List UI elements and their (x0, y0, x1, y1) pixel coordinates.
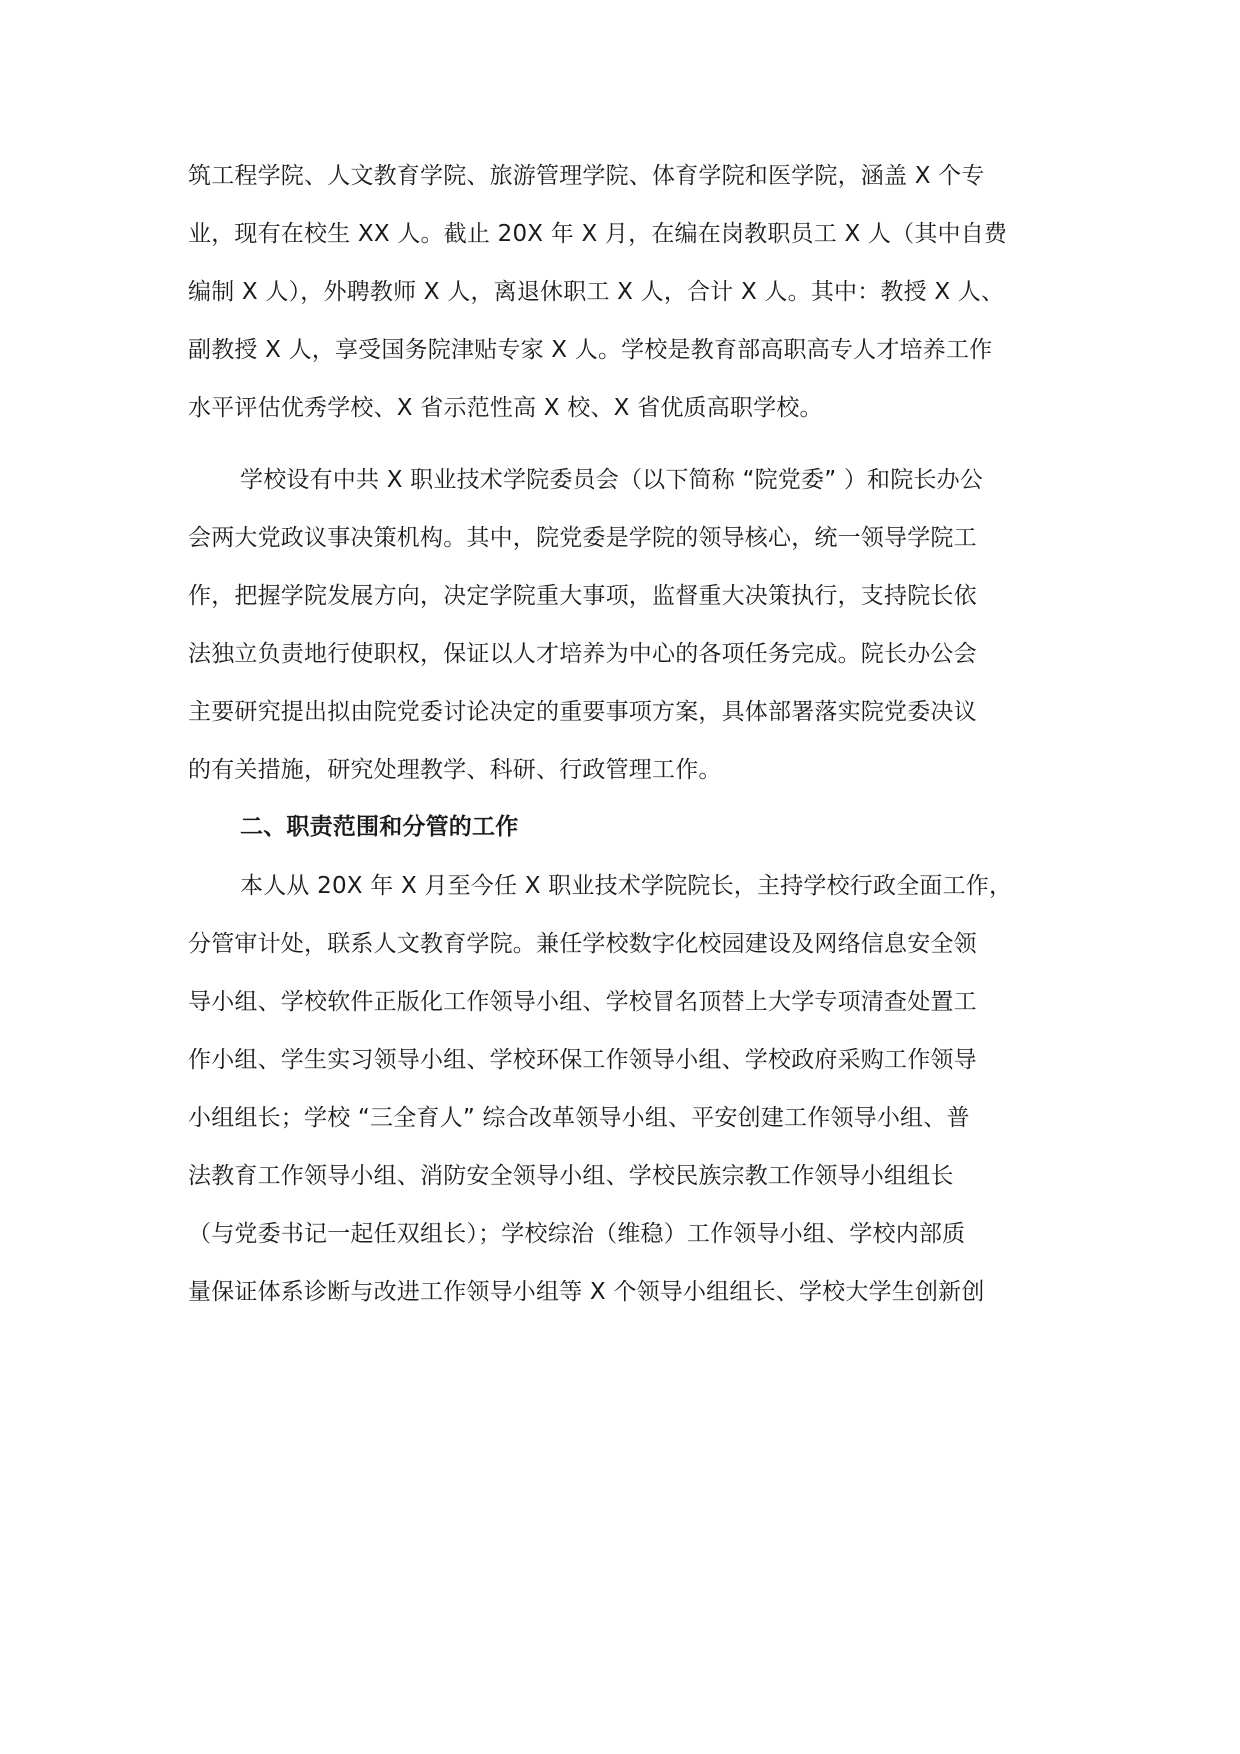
paragraph-3-line: 量保证体系诊断与改进工作领导小组等 X 个领导小组组长、学校大学生创新创 (188, 1279, 985, 1305)
paragraph-1-line: 筑工程学院、人文教育学院、旅游管理学院、体育学院和医学院，涵盖 X 个专 (188, 163, 985, 189)
paragraph-2-line: 主要研究提出拟由院党委讨论决定的重要事项方案，具体部署落实院党委决议 (188, 699, 977, 725)
paragraph-2-line: 会两大党政议事决策机构。其中，院党委是学院的领导核心，统一领导学院工 (188, 525, 977, 551)
paragraph-1-line: 水平评估优秀学校、X 省示范性高 X 校、X 省优质高职学校。 (188, 395, 823, 421)
paragraph-2-line: 法独立负责地行使职权，保证以人才培养为中心的各项任务完成。院长办公会 (188, 641, 977, 667)
paragraph-3-line: （与党委书记一起任双组长）；学校综治（维稳）工作领导小组、学校内部质 (188, 1221, 966, 1247)
paragraph-2-line: 的有关措施，研究处理教学、科研、行政管理工作。 (188, 757, 722, 783)
paragraph-2-line: 学校设有中共 X 职业技术学院委员会（以下简称 “院党委” ）和院长办公 (240, 467, 984, 493)
section-heading: 二、职责范围和分管的工作 (240, 814, 519, 840)
paragraph-1-line: 编制 X 人），外聘教师 X 人，离退休职工 X 人，合计 X 人。其中：教授 X 人、 (188, 279, 1005, 305)
paragraph-3-line: 法教育工作领导小组、消防安全领导小组、学校民族宗教工作领导小组组长 (188, 1163, 954, 1189)
paragraph-3-line: 小组组长；学校 “三全育人” 综合改革领导小组、平安创建工作领导小组、普 (188, 1105, 970, 1131)
paragraph-3-line: 导小组、学校软件正版化工作领导小组、学校冒名顶替上大学专项清查处置工 (188, 989, 977, 1015)
paragraph-2-line: 作，把握学院发展方向，决定学院重大事项，监督重大决策执行，支持院长依 (188, 583, 977, 609)
paragraph-3-line: 作小组、学生实习领导小组、学校环保工作领导小组、学校政府采购工作领导 (188, 1047, 977, 1073)
paragraph-1-line: 副教授 X 人，享受国务院津贴专家 X 人。学校是教育部高职高专人才培养工作 (188, 337, 993, 363)
paragraph-3-line: 本人从 20X 年 X 月至今任 X 职业技术学院院长，主持学校行政全面工作， (240, 873, 1013, 899)
paragraph-1-line: 业，现有在校生 XX 人。截止 20X 年 X 月，在编在岗教职员工 X 人（其中自费 (188, 221, 1008, 247)
paragraph-3-line: 分管审计处，联系人文教育学院。兼任学校数字化校园建设及网络信息安全领 (188, 931, 977, 957)
